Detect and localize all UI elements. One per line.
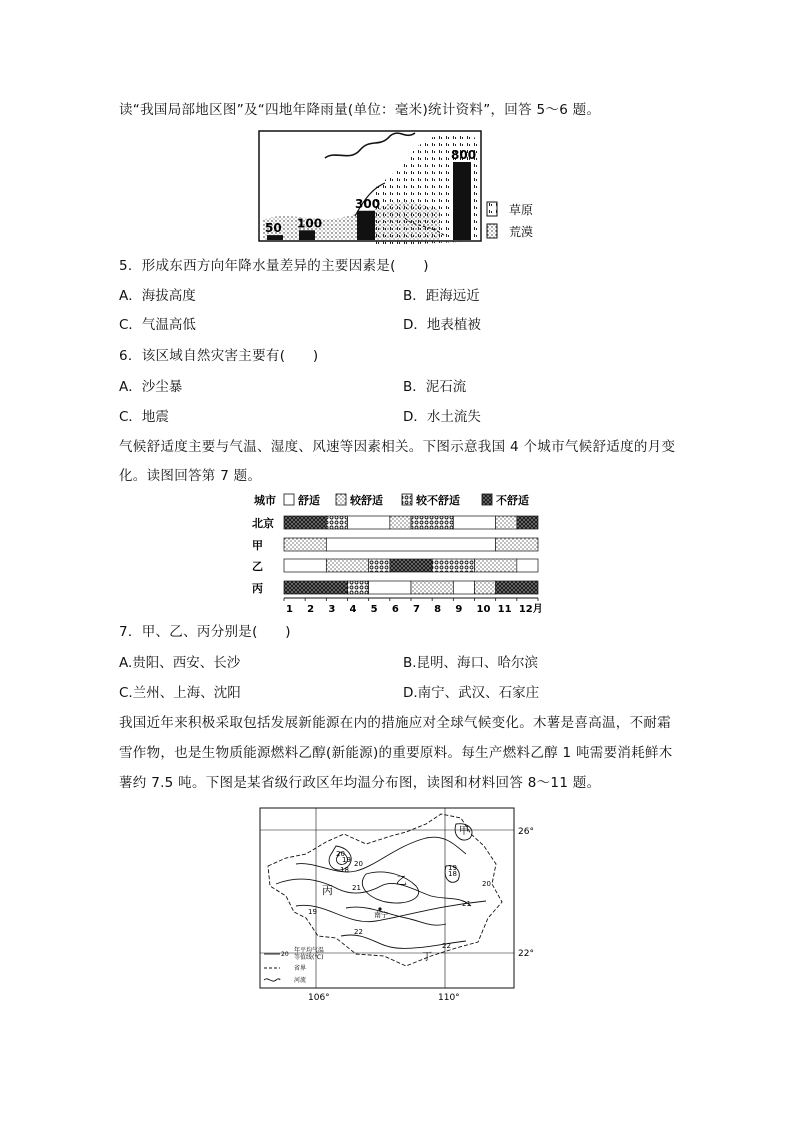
comfort-segment-0-0 xyxy=(284,516,326,529)
comfort-segment-0-1 xyxy=(326,516,347,529)
x-tick-label-6: 7 xyxy=(413,604,420,615)
lat-26-label: 26° xyxy=(518,827,534,837)
isotherm-label-18: 18 xyxy=(448,870,457,878)
isotherm-label-20b: 20 xyxy=(354,860,363,868)
comfort-segment-2-0 xyxy=(284,559,326,572)
x-tick-label-8: 9 xyxy=(455,604,463,615)
isotherm-label-21a: 21 xyxy=(352,884,361,892)
figure-comfort-chart xyxy=(244,490,564,616)
isotherm-label-19c: 19 xyxy=(308,908,317,916)
q6-option-c[interactable]: C．地震 xyxy=(119,409,169,425)
legend-desert-label: 荒漠 xyxy=(509,225,534,239)
x-tick-label-0: 1 xyxy=(286,604,293,615)
q5-option-c[interactable]: C．气温高低 xyxy=(119,317,196,333)
isotherm-label-20a: 20 xyxy=(336,850,345,858)
x-tick-label-7: 8 xyxy=(434,604,442,615)
city-label-0: 北京 xyxy=(252,517,274,530)
rainfall-bar-300 xyxy=(357,211,375,240)
legend-swatch-plain xyxy=(284,494,294,505)
legend-label-circles: 较不舒适 xyxy=(416,494,460,507)
place-yi: 乙 xyxy=(396,874,407,887)
legend-isotherm-label-2: 等值线(℃) xyxy=(294,954,324,961)
comfort-segment-3-2 xyxy=(369,581,411,594)
q7-option-a[interactable]: A.贵阳、西安、长沙 xyxy=(119,655,241,671)
x-tick-label-5: 6 xyxy=(391,604,399,615)
q6-option-a[interactable]: A．沙尘暴 xyxy=(119,379,183,395)
comfort-segment-3-5 xyxy=(475,581,496,594)
rainfall-bar-800 xyxy=(453,162,471,240)
intro-question-8-11-line3: 薯约 7.5 吨。下图是某省级行政区年均温分布图，读图和材料回答 8～11 题。 xyxy=(119,775,601,791)
comfort-segment-3-3 xyxy=(411,581,453,594)
q7-option-b[interactable]: B.昆明、海口、哈尔滨 xyxy=(403,655,539,671)
x-tick-label-11: 12月 xyxy=(518,604,543,615)
legend-swatch-cross xyxy=(482,494,492,505)
q6-option-d[interactable]: D．水土流失 xyxy=(403,409,481,425)
question-5-stem: 5．形成东西方向年降水量差异的主要因素是( ) xyxy=(119,258,429,274)
intro-question-5-6: 读“我国局部地区图”及“四地年降雨量(单位：毫米)统计资料”，回答 5～6 题。 xyxy=(119,102,601,118)
legend-isotherm-label: 年平均气温 xyxy=(294,947,325,954)
comfort-segment-1-1 xyxy=(326,538,495,551)
x-tick-label-3: 4 xyxy=(349,604,357,615)
rainfall-label-300: 300 xyxy=(355,196,381,211)
map3-frame xyxy=(260,808,514,988)
isotherm-label-21b: 21 xyxy=(462,900,471,908)
q5-option-d[interactable]: D．地表植被 xyxy=(403,317,481,333)
lon-110-label: 110° xyxy=(438,993,460,1003)
isotherm-label-19b: 19 xyxy=(448,864,457,872)
comfort-segment-2-2 xyxy=(369,559,390,572)
legend-swatch-dots xyxy=(336,494,346,505)
lat-22-label: 22° xyxy=(518,949,534,959)
legend-label-dots: 较舒适 xyxy=(350,494,383,507)
isotherm-label-18b: 18 xyxy=(340,866,349,874)
lon-106-label: 106° xyxy=(308,993,330,1003)
figure-rainfall-map xyxy=(255,128,545,248)
legend-label-plain: 舒适 xyxy=(298,494,320,507)
place-ding: 丁 xyxy=(422,952,432,963)
x-tick-label-10: 11 xyxy=(497,604,512,615)
comfort-segment-3-0 xyxy=(284,581,348,594)
place-bing: 丙 xyxy=(322,884,333,897)
comfort-segment-0-4 xyxy=(411,516,453,529)
legend-label-cross: 不舒适 xyxy=(496,494,529,507)
comfort-segment-2-3 xyxy=(390,559,432,572)
legend-grass-label: 草原 xyxy=(509,203,534,217)
rainfall-label-800: 800 xyxy=(451,148,477,162)
x-tick-label-2: 3 xyxy=(328,604,336,615)
q5-option-b[interactable]: B．距海远近 xyxy=(403,288,480,304)
isotherm-label-22a: 22 xyxy=(354,928,363,936)
place-nanning: 南宁 xyxy=(374,911,388,919)
legend-desert-swatch xyxy=(487,224,497,238)
chart-header-city: 城市 xyxy=(254,494,276,507)
intro-question-8-11-line2: 雪作物，也是生物质能源燃料乙醇(新能源)的重要原料。每生产燃料乙醇 1 吨需要消耗鲜木 xyxy=(119,745,673,761)
q6-option-b[interactable]: B．泥石流 xyxy=(403,379,467,395)
comfort-segment-0-3 xyxy=(390,516,411,529)
q7-option-d[interactable]: D.南宁、武汉、石家庄 xyxy=(403,685,540,701)
question-6-stem: 6．该区域自然灾害主要有( ) xyxy=(119,348,319,364)
legend-grass-swatch xyxy=(487,202,497,216)
comfort-segment-2-5 xyxy=(475,559,517,572)
isotherm-label-19a: 19 xyxy=(342,856,351,864)
comfort-segment-2-4 xyxy=(432,559,474,572)
comfort-segment-2-6 xyxy=(517,559,538,572)
legend-border-label: 省界 xyxy=(294,965,307,972)
comfort-segment-3-6 xyxy=(496,581,538,594)
comfort-segment-1-2 xyxy=(496,538,538,551)
x-tick-label-9: 10 xyxy=(476,604,491,615)
intro-question-7-line1: 气候舒适度主要与气温、湿度、风速等因素相关。下图示意我国 4 个城市气候舒适度的月变 xyxy=(119,439,676,455)
isotherm-label-20c: 20 xyxy=(482,880,491,888)
rainfall-label-100: 100 xyxy=(297,216,323,231)
comfort-segment-0-7 xyxy=(517,516,538,529)
x-tick-label-4: 5 xyxy=(370,604,378,615)
place-jia: 甲 xyxy=(459,826,469,837)
x-tick-label-1: 2 xyxy=(307,604,315,615)
rainfall-bar-100 xyxy=(299,230,315,240)
q7-option-c[interactable]: C.兰州、上海、沈阳 xyxy=(119,685,241,701)
q5-option-a[interactable]: A．海拔高度 xyxy=(119,288,196,304)
rainfall-label-50: 50 xyxy=(265,221,282,236)
comfort-segment-3-1 xyxy=(348,581,369,594)
isotherm-label-22b: 22 xyxy=(442,942,451,950)
comfort-segment-0-6 xyxy=(496,516,517,529)
intro-question-7-line2: 化。读图回答第 7 题。 xyxy=(119,468,262,484)
comfort-segment-1-0 xyxy=(284,538,326,551)
legend-river-label: 河流 xyxy=(294,977,307,984)
question-7-stem: 7．甲、乙、丙分别是( ) xyxy=(119,624,291,640)
figure-temperature-map xyxy=(256,806,546,1006)
comfort-segment-0-2 xyxy=(348,516,390,529)
legend-swatch-circles xyxy=(402,494,412,505)
rainfall-bar-50 xyxy=(267,235,283,240)
intro-question-8-11-line1: 我国近年来积极采取包括发展新能源在内的措施应对全球气候变化。木薯是喜高温，不耐霜 xyxy=(119,715,671,731)
city-label-3: 丙 xyxy=(252,582,263,595)
city-label-2: 乙 xyxy=(252,560,263,573)
comfort-segment-2-1 xyxy=(326,559,368,572)
comfort-segment-3-4 xyxy=(453,581,474,594)
comfort-segment-0-5 xyxy=(453,516,495,529)
legend-isotherm-value: 20 xyxy=(281,951,289,958)
city-label-1: 甲 xyxy=(252,539,263,552)
